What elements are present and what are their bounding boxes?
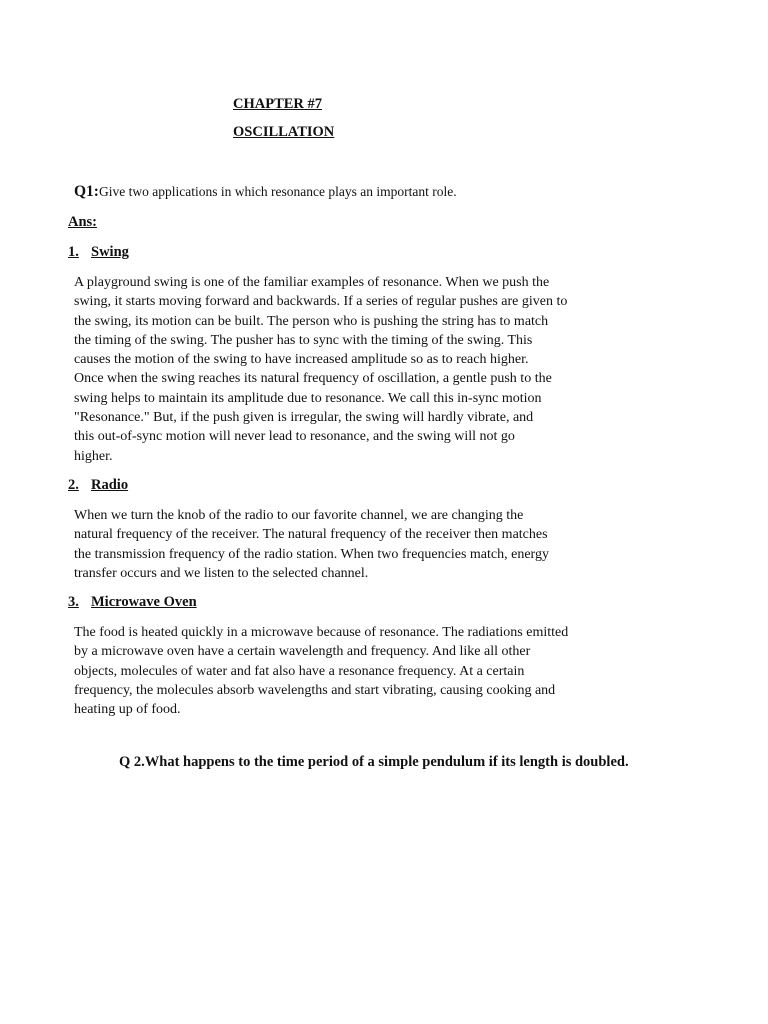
paragraph-line: higher.	[74, 448, 113, 464]
paragraph-line: The food is heated quickly in a microwave because of resonance. The radiations emitted	[74, 625, 569, 640]
answer-label: Ans:	[68, 214, 98, 230]
paragraph-line: When we turn the knob of the radio to our favorite channel, we are changing the	[74, 508, 524, 523]
paragraph-line: causes the motion of the swing to have increased amplitude so as to reach higher.	[74, 352, 529, 368]
paragraph-line: natural frequency of the receiver. The natural frequency of the receiver then matches	[74, 527, 548, 543]
question-1	[74, 183, 457, 201]
topic-heading: OSCILLATION	[233, 124, 335, 140]
paragraph-line: heating up of food.	[74, 702, 181, 718]
paragraph-line: Once when the swing reaches its natural frequency of oscillation, a gentle push to the	[74, 371, 552, 387]
paragraph-line: swing, it starts moving forward and backwards. If a series of regular pushes are given to	[74, 294, 568, 310]
section-paragraph-microwave-oven	[74, 623, 634, 719]
paragraph-line: the timing of the swing. The pusher has to sync with the timing of the swing. This	[74, 332, 533, 348]
section-paragraph-swing	[74, 273, 634, 466]
section-number: 1.	[68, 244, 79, 260]
paragraph-line: this out-of-sync motion will never lead to resonance, and the swing will not go	[74, 429, 515, 445]
question-1-text: Give two applications in which resonance plays an important role.	[98, 184, 457, 199]
section-title: Swing	[91, 244, 129, 260]
paragraph-line: the swing, its motion can be built. The person who is pushing the string has to match	[74, 313, 549, 329]
section-heading-radio	[68, 477, 128, 494]
section-heading-microwave-oven	[68, 594, 197, 611]
section-title: Radio	[91, 477, 129, 493]
section-number: 2.	[68, 477, 79, 493]
paragraph-line: swing helps to maintain its amplitude due to resonance. We call this in-sync motion	[74, 390, 542, 406]
question-1-label: Q1:	[74, 183, 99, 200]
chapter-heading: CHAPTER #7	[233, 96, 323, 112]
section-number: 3.	[68, 594, 79, 610]
paragraph-line: A playground swing is one of the familiar examples of resonance. When we push the	[74, 275, 550, 290]
paragraph-line: objects, molecules of water and fat also have a resonance frequency. At a certain	[74, 663, 525, 679]
paragraph-line: "Resonance." But, if the push given is irregular, the swing will hardly vibrate, and	[74, 410, 534, 426]
section-paragraph-radio	[74, 506, 634, 583]
paragraph-line: the transmission frequency of the radio station. When two frequencies match, energy	[74, 546, 549, 562]
section-heading-swing	[68, 244, 129, 261]
paragraph-line: by a microwave oven have a certain wavelength and frequency. And like all other	[74, 644, 531, 660]
paragraph-line: transfer occurs and we listen to the selected channel.	[74, 565, 369, 581]
paragraph-line: frequency, the molecules absorb wavelengths and start vibrating, causing cooking and	[74, 682, 556, 698]
section-title: Microwave Oven	[91, 594, 197, 610]
question-2: Q 2.What happens to the time period of a simple pendulum if its length is doubled.	[119, 754, 629, 770]
